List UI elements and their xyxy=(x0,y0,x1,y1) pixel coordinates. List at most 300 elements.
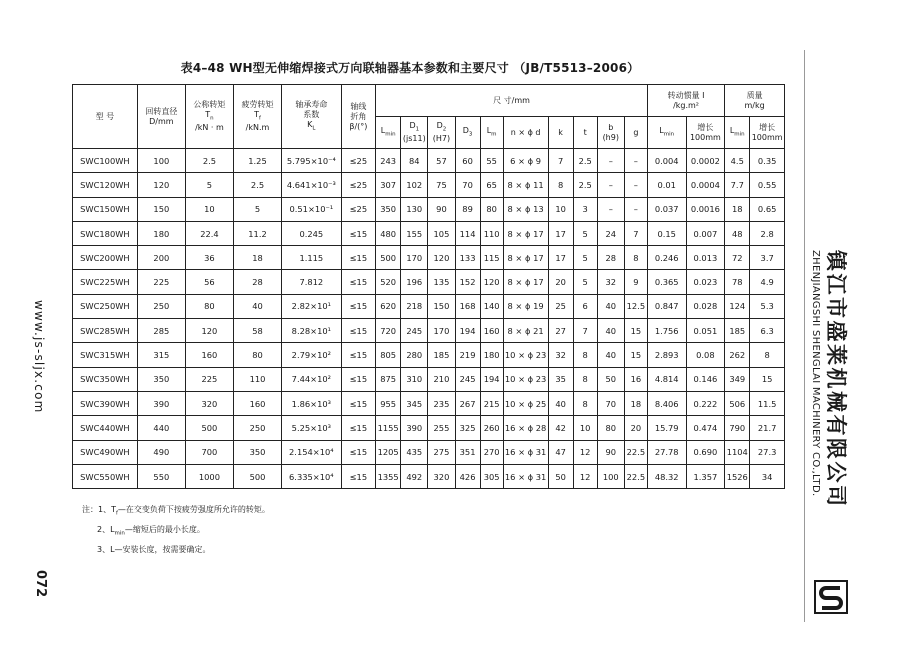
table-cell: SWC390WH xyxy=(73,391,138,415)
table-cell: 520 xyxy=(376,270,401,294)
table-cell: 0.690 xyxy=(686,440,725,464)
table-cell: 8 xyxy=(750,343,785,367)
table-cell: 0.35 xyxy=(750,149,785,173)
table-cell: ≤15 xyxy=(341,319,376,343)
header-d3: $D_3$ xyxy=(455,117,480,149)
table-row xyxy=(73,221,785,245)
table-cell: 307 xyxy=(376,173,401,197)
table-cell: ≤25 xyxy=(341,197,376,221)
table-cell: 790 xyxy=(725,416,750,440)
table-cell: 315 xyxy=(137,343,185,367)
table-cell: 70 xyxy=(455,173,480,197)
table-cell: 0.65 xyxy=(750,197,785,221)
note-2: 2、$L_{min}—$缩短后的最小长度。 xyxy=(97,525,205,537)
table-cell: 160 xyxy=(185,343,233,367)
table-cell: 50 xyxy=(548,464,573,488)
table-cell: 60 xyxy=(455,149,480,173)
table-cell: 150 xyxy=(137,197,185,221)
table-cell: 140 xyxy=(480,294,503,318)
table-cell: ≤15 xyxy=(341,391,376,415)
table-cell: 3 xyxy=(573,197,597,221)
header-life-coefficient: 轴承寿命 系数 $K_L$ xyxy=(282,85,342,149)
table-cell: SWC120WH xyxy=(73,173,138,197)
header-angle: 轴线 折角 β/(°) xyxy=(341,85,376,149)
header-bolt-holes: n × ϕ d xyxy=(503,117,548,149)
table-cell: 17 xyxy=(548,246,573,270)
table-cell: 40 xyxy=(597,294,624,318)
header-inertia: 转动惯量 I /kg.m² xyxy=(647,85,724,117)
table-row xyxy=(73,367,785,391)
table-body xyxy=(73,149,785,489)
table-row xyxy=(73,197,785,221)
table-cell: 40 xyxy=(597,343,624,367)
table-cell: 215 xyxy=(480,391,503,415)
table-cell: 115 xyxy=(480,246,503,270)
table-cell: 8 × ϕ 17 xyxy=(503,270,548,294)
table-cell: 15 xyxy=(624,319,647,343)
table-cell: 4.641×10⁻³ xyxy=(282,173,342,197)
table-cell: 6 × ϕ 9 xyxy=(503,149,548,173)
table-cell: 245 xyxy=(455,367,480,391)
table-cell: 2.5 xyxy=(573,149,597,173)
table-cell: 27.78 xyxy=(647,440,686,464)
table-cell: 15.79 xyxy=(647,416,686,440)
page-number-box xyxy=(34,570,48,600)
table-cell: ≤15 xyxy=(341,440,376,464)
table-cell: 267 xyxy=(455,391,480,415)
table-cell: 255 xyxy=(428,416,455,440)
header-d1: $D_1$ (js11) xyxy=(401,117,428,149)
table-row xyxy=(73,416,785,440)
table-cell: 16 xyxy=(624,367,647,391)
table-cell: 16 × ϕ 31 xyxy=(503,464,548,488)
table-cell: 0.051 xyxy=(686,319,725,343)
table-cell: 135 xyxy=(428,270,455,294)
table-cell: 120 xyxy=(185,319,233,343)
header-inertia-lmin: $L_{min}$ xyxy=(647,117,686,149)
table-cell: 55 xyxy=(480,149,503,173)
table-cell: 8.28×10¹ xyxy=(282,319,342,343)
table-cell: 152 xyxy=(455,270,480,294)
page-number: 072 xyxy=(33,570,48,598)
table-cell: 32 xyxy=(548,343,573,367)
table-cell: 7.44×10² xyxy=(282,367,342,391)
table-cell: 22.4 xyxy=(185,221,233,245)
table-cell: 10 xyxy=(548,197,573,221)
table-cell: 89 xyxy=(455,197,480,221)
table-cell: 72 xyxy=(725,246,750,270)
table-cell: 0.0002 xyxy=(686,149,725,173)
table-cell: 20 xyxy=(624,416,647,440)
parameter-table xyxy=(72,84,785,489)
table-cell: 350 xyxy=(376,197,401,221)
table-cell: 27 xyxy=(548,319,573,343)
table-cell: 22.5 xyxy=(624,464,647,488)
table-cell: 345 xyxy=(401,391,428,415)
table-cell: 8 × ϕ 17 xyxy=(503,221,548,245)
table-cell: 120 xyxy=(480,270,503,294)
company-name-chinese: 镇江市盛莱机械有限公司 xyxy=(824,250,848,509)
table-cell: 305 xyxy=(480,464,503,488)
table-cell: 0.146 xyxy=(686,367,725,391)
table-cell: 10 xyxy=(573,416,597,440)
table-cell: 40 xyxy=(548,391,573,415)
table-cell: 5 xyxy=(573,246,597,270)
table-cell: 5 xyxy=(185,173,233,197)
table-row xyxy=(73,246,785,270)
header-k: k xyxy=(548,117,573,149)
table-cell: 1526 xyxy=(725,464,750,488)
website-url-box xyxy=(30,300,46,510)
header-diameter: 回转直径 D/mm xyxy=(137,85,185,149)
table-cell: ≤25 xyxy=(341,173,376,197)
table-cell: 18 xyxy=(233,246,281,270)
table-cell: 32 xyxy=(597,270,624,294)
table-cell: 0.004 xyxy=(647,149,686,173)
table-cell: 0.013 xyxy=(686,246,725,270)
table-cell: 8.406 xyxy=(647,391,686,415)
header-fatigue-torque: 疲劳转矩 $T_f$ /kN.m xyxy=(233,85,281,149)
table-cell: 58 xyxy=(233,319,281,343)
table-cell: 1104 xyxy=(725,440,750,464)
table-cell: 0.08 xyxy=(686,343,725,367)
table-cell: 10 × ϕ 23 xyxy=(503,343,548,367)
header-mass: 质量 m/kg xyxy=(725,85,785,117)
table-cell: – xyxy=(597,149,624,173)
table-cell: 12 xyxy=(573,440,597,464)
table-cell: 700 xyxy=(185,440,233,464)
note-1: 注：1、$T_f—$在交变负荷下按疲劳强度所允许的转矩。 xyxy=(82,505,270,517)
header-t: t xyxy=(573,117,597,149)
table-cell: SWC250WH xyxy=(73,294,138,318)
table-cell: 210 xyxy=(428,367,455,391)
table-cell: 170 xyxy=(428,319,455,343)
company-name-english: ZHENJIANGSHI SHENGLAI MACHINERY CO.,LTD. xyxy=(810,250,821,497)
table-cell: 25 xyxy=(548,294,573,318)
table-cell: 194 xyxy=(480,367,503,391)
table-cell: 500 xyxy=(185,416,233,440)
table-cell: 20 xyxy=(548,270,573,294)
table-cell: 1.756 xyxy=(647,319,686,343)
table-cell: 2.154×10⁴ xyxy=(282,440,342,464)
table-cell: 100 xyxy=(597,464,624,488)
table-cell: 4.814 xyxy=(647,367,686,391)
table-cell: 0.246 xyxy=(647,246,686,270)
table-cell: 180 xyxy=(480,343,503,367)
table-cell: 40 xyxy=(597,319,624,343)
table-cell: 28 xyxy=(233,270,281,294)
table-cell: 250 xyxy=(137,294,185,318)
table-cell: 18 xyxy=(624,391,647,415)
table-cell: 0.0016 xyxy=(686,197,725,221)
table-cell: 5 xyxy=(573,270,597,294)
table-cell: 185 xyxy=(428,343,455,367)
table-cell: 320 xyxy=(185,391,233,415)
table-cell: SWC180WH xyxy=(73,221,138,245)
table-cell: 200 xyxy=(137,246,185,270)
table-cell: 390 xyxy=(401,416,428,440)
table-cell: 90 xyxy=(428,197,455,221)
table-cell: 325 xyxy=(455,416,480,440)
table-cell: 350 xyxy=(137,367,185,391)
table-cell: 12.5 xyxy=(624,294,647,318)
table-cell: 50 xyxy=(597,367,624,391)
table-cell: 955 xyxy=(376,391,401,415)
table-cell: 0.0004 xyxy=(686,173,725,197)
table-cell: SWC350WH xyxy=(73,367,138,391)
table-cell: 2.79×10² xyxy=(282,343,342,367)
table-cell: – xyxy=(624,173,647,197)
table-cell: ≤15 xyxy=(341,367,376,391)
table-cell: 34 xyxy=(750,464,785,488)
table-cell: 550 xyxy=(137,464,185,488)
table-cell: 435 xyxy=(401,440,428,464)
table-cell: 10 × ϕ 23 xyxy=(503,367,548,391)
table-cell: 2.8 xyxy=(750,221,785,245)
table-cell: 12 xyxy=(573,464,597,488)
table-cell: SWC225WH xyxy=(73,270,138,294)
table-cell: 506 xyxy=(725,391,750,415)
table-cell: 225 xyxy=(137,270,185,294)
table-cell: 21.7 xyxy=(750,416,785,440)
table-cell: SWC285WH xyxy=(73,319,138,343)
header-d2: $D_2$ (H7) xyxy=(428,117,455,149)
table-cell: 620 xyxy=(376,294,401,318)
table-cell: SWC315WH xyxy=(73,343,138,367)
company-logo-icon xyxy=(814,580,848,614)
table-cell: 310 xyxy=(401,367,428,391)
table-cell: 110 xyxy=(233,367,281,391)
table-cell: 6.3 xyxy=(750,319,785,343)
table-cell: 15 xyxy=(750,367,785,391)
table-cell: 285 xyxy=(137,319,185,343)
table-cell: – xyxy=(624,197,647,221)
table-row xyxy=(73,464,785,488)
table-cell: 0.007 xyxy=(686,221,725,245)
table-cell: 8 × ϕ 17 xyxy=(503,246,548,270)
table-cell: – xyxy=(624,149,647,173)
header-lmin: $L_{min}$ xyxy=(376,117,401,149)
table-cell: 426 xyxy=(455,464,480,488)
table-cell: 160 xyxy=(233,391,281,415)
table-cell: 320 xyxy=(428,464,455,488)
header-rated-torque: 公称转矩 $T_n$ /kN · m xyxy=(185,85,233,149)
table-cell: 2.893 xyxy=(647,343,686,367)
table-cell: 130 xyxy=(401,197,428,221)
table-cell: 0.028 xyxy=(686,294,725,318)
header-model: 型 号 xyxy=(73,85,138,149)
table-row xyxy=(73,270,785,294)
table-title: 表4–48 WH型无伸缩焊接式万向联轴器基本参数和主要尺寸 （JB/T5513–2006） xyxy=(180,61,640,75)
table-cell: 194 xyxy=(455,319,480,343)
table-cell: 124 xyxy=(725,294,750,318)
table-cell: 390 xyxy=(137,391,185,415)
table-cell: 70 xyxy=(597,391,624,415)
table-cell: SWC100WH xyxy=(73,149,138,173)
table-cell: 185 xyxy=(725,319,750,343)
table-cell: 48 xyxy=(725,221,750,245)
table-cell: 16 × ϕ 28 xyxy=(503,416,548,440)
table-cell: 110 xyxy=(480,221,503,245)
table-cell: – xyxy=(597,197,624,221)
table-cell: 500 xyxy=(233,464,281,488)
table-cell: 80 xyxy=(233,343,281,367)
table-cell: 0.023 xyxy=(686,270,725,294)
table-cell: 1.86×10³ xyxy=(282,391,342,415)
table-cell: 4.9 xyxy=(750,270,785,294)
table-cell: 47 xyxy=(548,440,573,464)
table-cell: 350 xyxy=(233,440,281,464)
table-cell: 0.474 xyxy=(686,416,725,440)
table-cell: 7 xyxy=(548,149,573,173)
table-cell: 0.365 xyxy=(647,270,686,294)
table-cell: 40 xyxy=(233,294,281,318)
table-cell: 225 xyxy=(185,367,233,391)
table-cell: 155 xyxy=(401,221,428,245)
table-cell: 170 xyxy=(401,246,428,270)
table-cell: 500 xyxy=(376,246,401,270)
table-cell: 48.32 xyxy=(647,464,686,488)
table-cell: 2.5 xyxy=(233,173,281,197)
table-cell: 75 xyxy=(428,173,455,197)
table-cell: 219 xyxy=(455,343,480,367)
table-cell: 6 xyxy=(573,294,597,318)
table-cell: 80 xyxy=(597,416,624,440)
table-cell: 65 xyxy=(480,173,503,197)
table-cell: 27.3 xyxy=(750,440,785,464)
table-cell: 7 xyxy=(573,319,597,343)
table-cell: 160 xyxy=(480,319,503,343)
table-cell: 11.2 xyxy=(233,221,281,245)
table-cell: 11.5 xyxy=(750,391,785,415)
table-cell: 196 xyxy=(401,270,428,294)
table-row xyxy=(73,440,785,464)
header-lm: $L_m$ xyxy=(480,117,503,149)
table-cell: 2.5 xyxy=(185,149,233,173)
table-cell: 42 xyxy=(548,416,573,440)
table-cell: 243 xyxy=(376,149,401,173)
table-cell: 7.7 xyxy=(725,173,750,197)
table-cell: 262 xyxy=(725,343,750,367)
table-cell: 24 xyxy=(597,221,624,245)
table-cell: 8 xyxy=(624,246,647,270)
website-url: www.js-sljx.com xyxy=(32,300,46,414)
table-cell: 245 xyxy=(401,319,428,343)
table-cell: 36 xyxy=(185,246,233,270)
table-cell: 105 xyxy=(428,221,455,245)
table-cell: 80 xyxy=(480,197,503,221)
table-cell: 235 xyxy=(428,391,455,415)
table-row xyxy=(73,319,785,343)
table-cell: 5.25×10³ xyxy=(282,416,342,440)
table-cell: 349 xyxy=(725,367,750,391)
company-chinese-box xyxy=(818,250,852,570)
table-cell: 8 xyxy=(573,343,597,367)
table-cell: 102 xyxy=(401,173,428,197)
table-cell: 5.3 xyxy=(750,294,785,318)
table-cell: 1205 xyxy=(376,440,401,464)
table-cell: ≤15 xyxy=(341,464,376,488)
table-row xyxy=(73,391,785,415)
table-cell: 0.245 xyxy=(282,221,342,245)
table-cell: 0.15 xyxy=(647,221,686,245)
table-cell: 1.115 xyxy=(282,246,342,270)
table-cell: 875 xyxy=(376,367,401,391)
table-cell: 17 xyxy=(548,221,573,245)
table-cell: 90 xyxy=(597,440,624,464)
table-cell: 8 × ϕ 19 xyxy=(503,294,548,318)
table-cell: 6.335×10⁴ xyxy=(282,464,342,488)
sidebar-divider xyxy=(804,50,805,622)
table-cell: 100 xyxy=(137,149,185,173)
header-mass-increment: 增长 100mm xyxy=(750,117,785,149)
table-cell: 490 xyxy=(137,440,185,464)
table-cell: 492 xyxy=(401,464,428,488)
table-cell: 10 xyxy=(185,197,233,221)
table-cell: 8 xyxy=(573,367,597,391)
table-cell: 351 xyxy=(455,440,480,464)
table-cell: 180 xyxy=(137,221,185,245)
table-cell: 10 × ϕ 25 xyxy=(503,391,548,415)
table-cell: 18 xyxy=(725,197,750,221)
table-cell: ≤25 xyxy=(341,149,376,173)
table-cell: 78 xyxy=(725,270,750,294)
table-cell: ≤15 xyxy=(341,246,376,270)
table-cell: 0.847 xyxy=(647,294,686,318)
note-3: 3、L—安装长度，按需要确定。 xyxy=(97,545,211,555)
table-cell: 5 xyxy=(573,221,597,245)
table-cell: 57 xyxy=(428,149,455,173)
table-cell: 0.51×10⁻¹ xyxy=(282,197,342,221)
table-cell: 8 × ϕ 11 xyxy=(503,173,548,197)
table-row xyxy=(73,173,785,197)
table-cell: ≤15 xyxy=(341,221,376,245)
table-cell: ≤15 xyxy=(341,294,376,318)
table-cell: 260 xyxy=(480,416,503,440)
table-cell: 480 xyxy=(376,221,401,245)
table-cell: 805 xyxy=(376,343,401,367)
table-cell: 1.357 xyxy=(686,464,725,488)
header-mass-lmin: $L_{min}$ xyxy=(725,117,750,149)
table-cell: 7.812 xyxy=(282,270,342,294)
table-cell: 133 xyxy=(455,246,480,270)
table-cell: 22.5 xyxy=(624,440,647,464)
table-cell: ≤15 xyxy=(341,270,376,294)
table-cell: SWC440WH xyxy=(73,416,138,440)
table-cell: ≤15 xyxy=(341,416,376,440)
table-cell: 150 xyxy=(428,294,455,318)
table-cell: 0.222 xyxy=(686,391,725,415)
table-cell: 0.037 xyxy=(647,197,686,221)
table-cell: 80 xyxy=(185,294,233,318)
table-cell: 8 × ϕ 21 xyxy=(503,319,548,343)
table-cell: 35 xyxy=(548,367,573,391)
table-cell: 84 xyxy=(401,149,428,173)
table-row xyxy=(73,294,785,318)
table-cell: 1155 xyxy=(376,416,401,440)
table-cell: 56 xyxy=(185,270,233,294)
table-cell: SWC200WH xyxy=(73,246,138,270)
table-cell: 1.25 xyxy=(233,149,281,173)
table-cell: 0.55 xyxy=(750,173,785,197)
header-b: b (h9) xyxy=(597,117,624,149)
table-cell: 15 xyxy=(624,343,647,367)
table-cell: 8 xyxy=(573,391,597,415)
table-cell: 7 xyxy=(624,221,647,245)
table-cell: 8 × ϕ 13 xyxy=(503,197,548,221)
table-row xyxy=(73,149,785,173)
table-cell: 1000 xyxy=(185,464,233,488)
